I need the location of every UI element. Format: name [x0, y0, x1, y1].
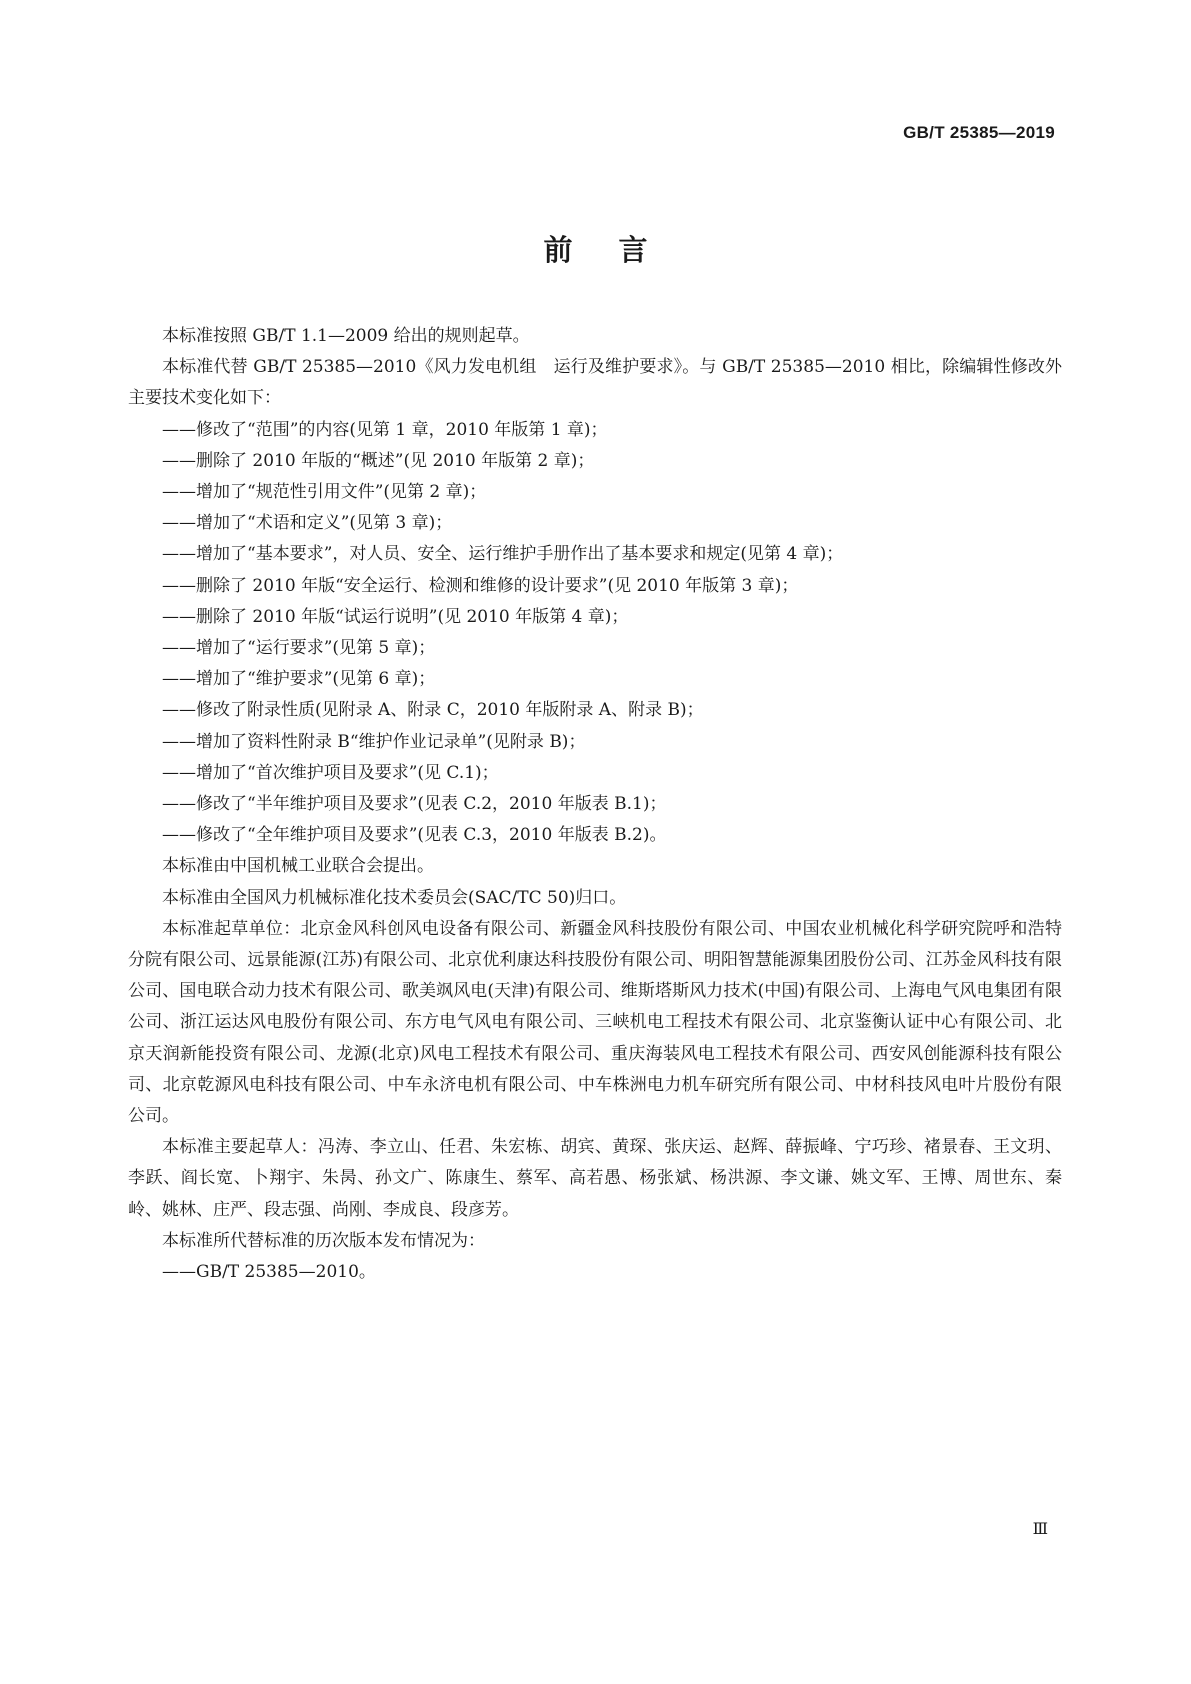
change-item: ——删除了 2010 年版“试运行说明”(见 2010 年版第 4 章)；: [162, 606, 629, 627]
change-item: ——增加了“基本要求”，对人员、安全、运行维护手册作出了基本要求和规定(见第 4 章)；: [162, 544, 844, 565]
standard-number: GB/T 25385—2019: [903, 123, 1055, 142]
history-item: ——GB/T 25385—2010。: [162, 1262, 376, 1283]
paragraph-drafting-units: 本标准起草单位：北京金风科创风电设备有限公司、新疆金风科技股份有限公司、中国农业机械化科学研究院呼和浩特分院有限公司、远景能源(江苏)有限公司、北京优利康达科技股份有限公司、明阳智慧能源集团股份公司、江苏金风科技有限公司、国电联合动力技术有限公司、歌美飒风电(天津)有限公司、维斯塔斯风力技术(中国)有限公司、上海电气风电集团有限公司、浙江运达风电股份有限公司、东方电气风电有限公司、三峡机电工程技术有限公司、北京鉴衡认证中心有限公司、北京天润新能投资有限公司、龙源(北京)风电工程技术有限公司、重庆海装风电工程技术有限公司、西安风创能源科技有限公司、北京乾源风电科技有限公司、中车永济电机有限公司、中车株洲电力机车研究所有限公司、中材科技风电叶片股份有限公司。: [128, 918, 1062, 1127]
paragraph-replacement: 本标准代替 GB/T 25385—2010《风力发电机组 运行及维护要求》。与 GB/T 25385—2010 相比，除编辑性修改外主要技术变化如下：: [128, 357, 1062, 409]
paragraph-committee: 本标准由全国风力机械标准化技术委员会(SAC/TC 50)归口。: [162, 887, 627, 908]
change-item: ——删除了 2010 年版“安全运行、检测和维修的设计要求”(见 2010 年版第 3 章)；: [162, 575, 799, 596]
change-item: ——增加了资料性附录 B“维护作业记录单”(见附录 B)；: [162, 731, 586, 752]
paragraph-history-intro: 本标准所代替标准的历次版本发布情况为：: [162, 1230, 485, 1251]
change-item: ——修改了附录性质(见附录 A、附录 C，2010 年版附录 A、附录 B)；: [162, 700, 704, 721]
change-item: ——增加了“规范性引用文件”(见第 2 章)；: [162, 482, 487, 503]
foreword-body: [128, 321, 1062, 1288]
change-item: ——增加了“运行要求”(见第 5 章)；: [162, 638, 436, 659]
change-item: ——修改了“范围”的内容(见第 1 章，2010 年版第 1 章)；: [162, 419, 608, 440]
paragraph-drafting-rules: 本标准按照 GB/T 1.1—2009 给出的规则起草。: [162, 326, 530, 346]
page-number: Ⅲ: [1032, 1521, 1048, 1538]
paragraph-proposer: 本标准由中国机械工业联合会提出。: [162, 856, 434, 877]
change-item: ——删除了 2010 年版的“概述”(见 2010 年版第 2 章)；: [162, 450, 595, 471]
change-item: ——增加了“维护要求”(见第 6 章)；: [162, 669, 436, 690]
paragraph-drafters: 本标准主要起草人：冯涛、李立山、任君、朱宏栋、胡宾、黄琛、张庆运、赵辉、薛振峰、宁巧珍、褚景春、王文玥、李跃、阎长宽、卜翔宇、朱昺、孙文广、陈康生、蔡军、高若愚、杨张斌、杨洪源、李文谦、姚文军、王博、周世东、秦岭、姚林、庄严、段志强、尚刚、李成良、段彦芳。: [128, 1137, 1062, 1220]
change-item: ——修改了“半年维护项目及要求”(见表 C.2，2010 年版表 B.1)；: [162, 794, 667, 815]
change-item: ——增加了“首次维护项目及要求”(见 C.1)；: [162, 762, 499, 783]
change-item: ——增加了“术语和定义”(见第 3 章)；: [162, 513, 453, 534]
change-item: ——修改了“全年维护项目及要求”(见表 C.3，2010 年版表 B.2)。: [162, 825, 667, 846]
page-title: 前言: [543, 233, 694, 267]
